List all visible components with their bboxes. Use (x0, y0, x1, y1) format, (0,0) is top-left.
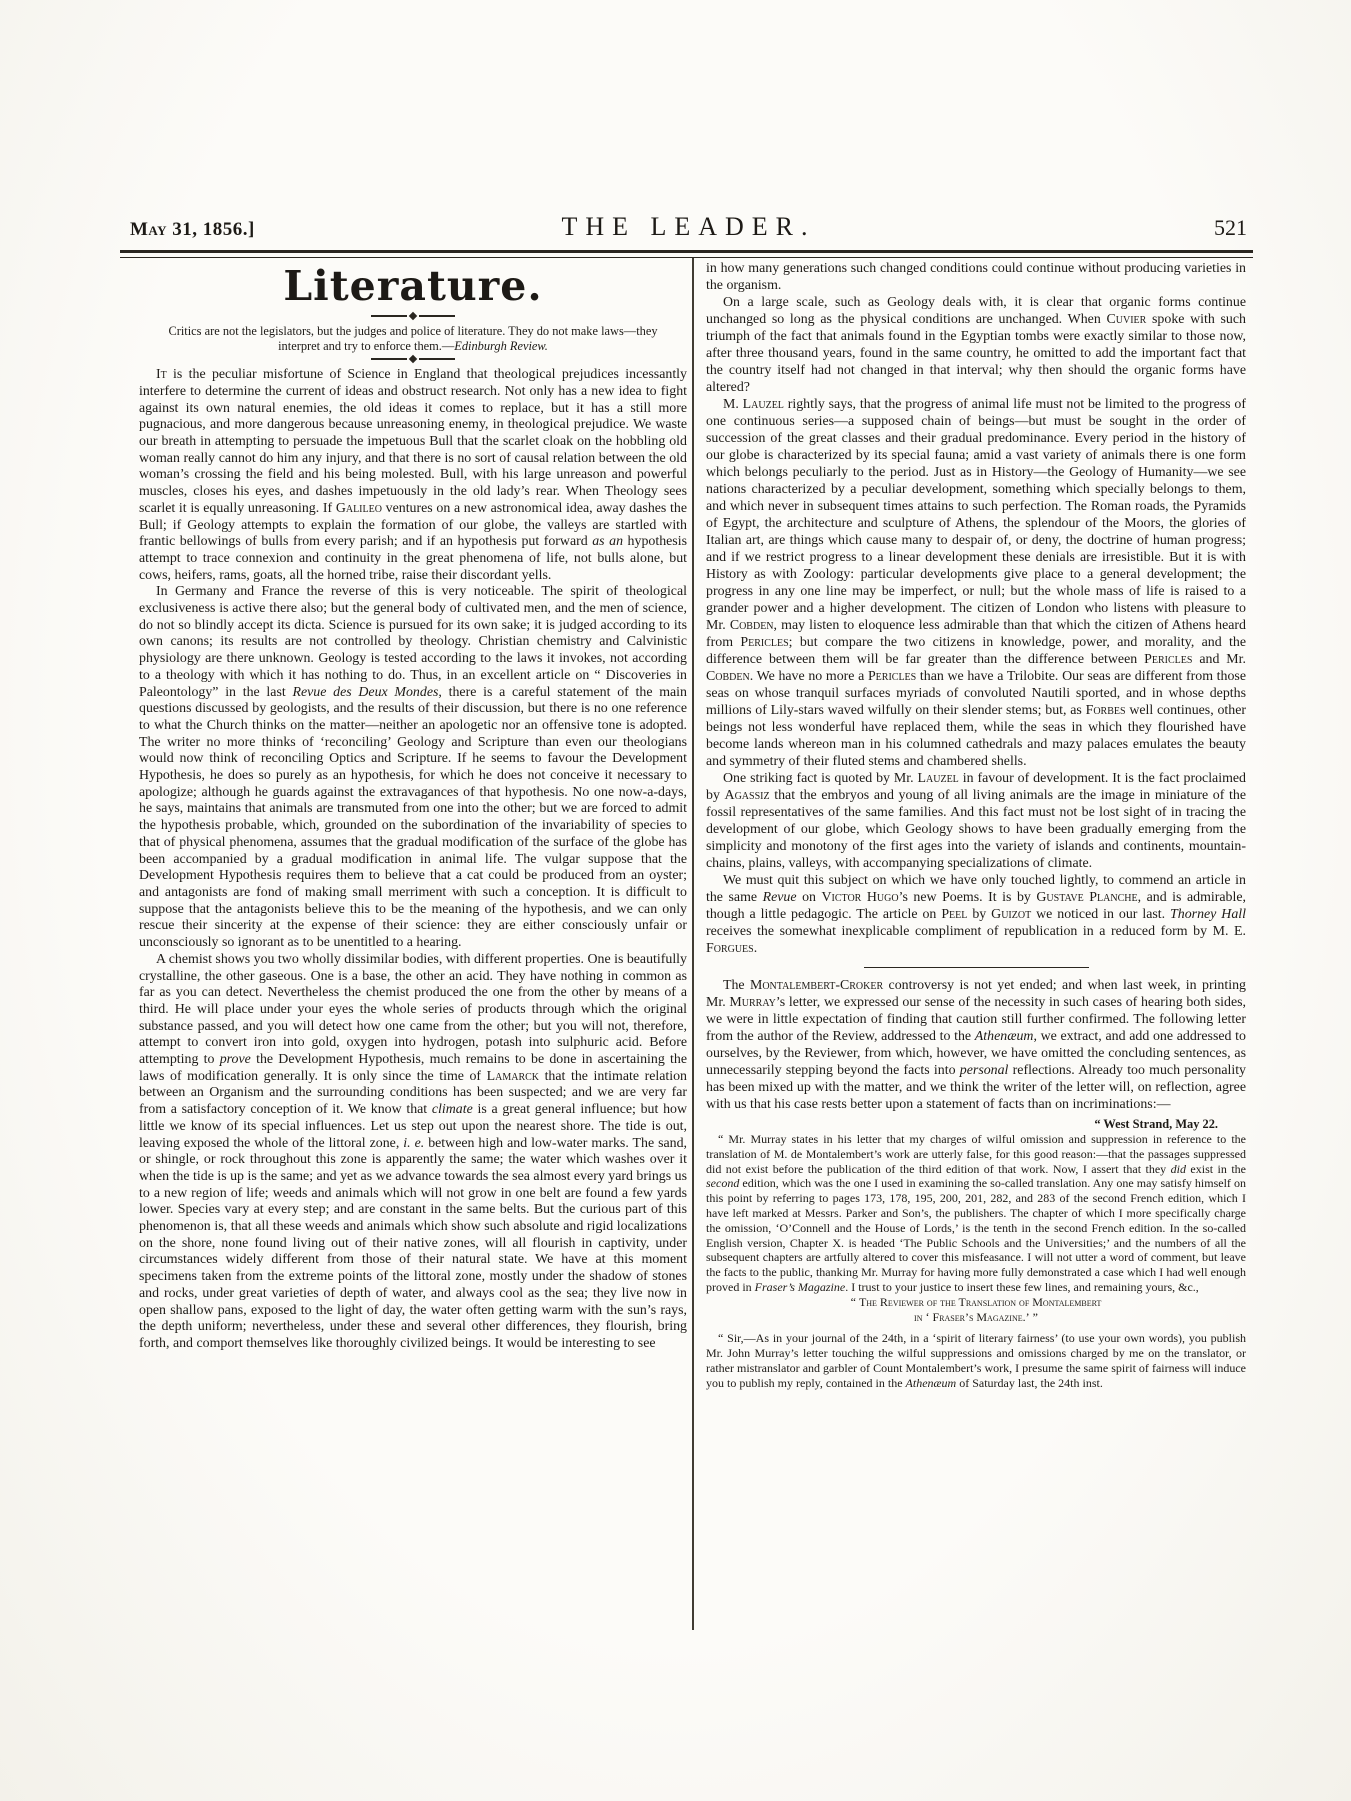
ornament-rule-bottom (139, 356, 687, 362)
article-paragraph: On a large scale, such as Geology deals with, it is clear that organic forms continue unchanged so long as the physical conditions are unchanged. When Cuvier spoke with such triumph of the fact that animals found in the Egyptian tombs were exactly similar to those now, after three thousand years, found in the same country, he omitted to add the important fact that the country itself had not changed in that interval; why then should the organic forms have altered? (706, 295, 1246, 395)
section-divider-rule (864, 967, 1089, 968)
column-divider (692, 258, 694, 1630)
right-column (706, 260, 1246, 1391)
letter-dateline: “ West Strand, May 22. (1094, 1117, 1218, 1131)
second-letter: “ Sir,—As in your journal of the 24th, in a ‘spirit of literary fairness’ (to use your own words), you publish Mr. John Murray’s letter touching the wilful suppressions and omissions charged by me on the translator, or rather mistranslator and garbler of Count Montalembert’s work, I presume the same spirit of fairness will induce you to publish my reply, contained in the Athenæum of Saturday last, the 24th inst. (706, 1331, 1246, 1390)
continuation-paragraph: in how many generations such changed conditions could continue without producing varieties in the organism. (706, 261, 1246, 293)
header-rule (120, 250, 1253, 258)
epigraph: Critics are not the legislators, but the judges and police of literature. They do not make laws—they interpret and try to enforce them.—Edinburgh Review. (168, 324, 658, 353)
letter-body: “ Mr. Murray states in his letter that my charges of wilful omission and suppression in reference to the translation of M. de Montalembert’s work are utterly false, for this good reason:—that the passages suppressed did not exist before the publication of the third edition of that work. Now, I assert that they did exist in the second edition, which was the one I used in examining the so-called translation. Any one may satisfy himself on this point by referring to pages 173, 178, 195, 200, 201, 282, and 283 of the second French edition, which I have left marked at Messrs. Parker and Son’s, the publishers. The chapter of which I more specifically charge the omission, ‘O’Connell and the House of Lords,’ is the tenth in the second French edition. In the so-called English version, Chapter X. is headed ‘The Public Schools and the Universities;’ and the numbers of all the subsequent chapters are artfully altered to cover this misfeasance. I will not utter a word of comment, but leave the facts to the public, thanking Mr. Murray for having more fully demonstrated a case which I had well enough proved in Fraser’s Magazine. I trust to your justice to insert these few lines, and remaining yours, &c., (706, 1132, 1246, 1294)
article-paragraph: One striking fact is quoted by Mr. Lauzel in favour of development. It is the fact proclaimed by Agassiz that the embryos and young of all living animals are the image in miniature of the fossil representatives of the same families. And this fact must not be lost sight of in tracing the development of our globe, which Geology shows to have been gradually emerging from the simplicity and monotony of the first ages into the variety of islands and continents, mountain-chains, plains, valleys, with accompanying specializations of climate. (706, 771, 1246, 871)
page-number: 521 (1213, 215, 1247, 240)
left-column (139, 262, 687, 1353)
diamond-ornament (409, 312, 417, 320)
section-heading-literature: Literature. (283, 262, 543, 310)
diamond-ornament (409, 355, 417, 363)
article-paragraph: We must quit this subject on which we have only touched lightly, to commend an article in the same Revue on Victor Hugo’s new Poems. It is by Gustave Planche, and is admirable, though a little pedagogic. The article on Peel by Guizot we noticed in our last. Thorney Hall receives the somewhat inexplicable compliment of republication in a reduced form by M. E. Forgues. (706, 873, 1246, 956)
article-paragraph: M. Lauzel rightly says, that the progress of animal life must not be limited to the progress of one continuous series—a supposed chain of beings—but must be sought in the order of succession of the great classes and their gradual predominance. Every period in the history of our globe is characterized by its special fauna; amid a vast variety of animals there is one form which belongs peculiarly to the period. Just as in History—the Geology of Humanity—we see nations characterized by a peculiar development, something which specially belongs to them, and which never in subsequent times attains to such perfection. The Roman roads, the Pyramids of Egypt, the architecture and sculpture of Athens, the splendour of the Moors, the glories of Italian art, are things which cause many to despair of, or deny, the doctrine of human progress; and if we restrict progress to a linear development these denials are irresistible. But it is with History as with Zoology: particular developments give place to a general development; the progress in any one line may be imperfect, or null; but the whole mass of life is raised to a grander power and a higher development. The citizen of London who listens with pleasure to Mr. Cobden, may listen to eloquence less admirable than that which the citizen of Athens heard from Pericles; but compare the two citizens in knowledge, power, and morality, and the difference between them will be far greater than the difference between Pericles and Mr. Cobden. We have no more a Pericles than we have a Trilobite. Our seas are different from those seas on whose tranquil surfaces myriads of convoluted Nautili sported, and in whose depths millions of Lily-stars waved wilfully on their slender stems; but, as Forbes well continues, other beings not less wonderful have replaced them, while the seas in which they flourished have become lands whereon man in his columned cathedrals and mazy palaces emulates the beauty and symmetry of their fluted stems and chambered shells. (706, 397, 1247, 769)
quoted-letter (706, 1117, 1246, 1324)
masthead-title: THE LEADER. (561, 212, 816, 241)
ornament-rule-top (139, 313, 687, 319)
issue-date: May 31, 1856.] (130, 219, 255, 240)
article-paragraph: The Montalembert-Croker controversy is not yet ended; and when last week, in printing Mr. Murray’s letter, we expressed our sense of the necessity in such cases of hearing both sides, we were in little expectation of finding that caution still further confirmed. The following letter from the author of the Review, addressed to the Athenæum, we extract, and add one addressed to ourselves, by the Reviewer, from which, however, we have omitted the concluding sentences, as unnecessarily stepping beyond the facts into personal reflections. Already too much personality has been mixed up with the matter, and we think the writer of the letter will, on reflection, agree with us that his case rests better upon a statement of facts than on incriminations:— (706, 978, 1247, 1112)
article-paragraph: In Germany and France the reverse of this is very noticeable. The spirit of theological exclusiveness is active there also; but the general body of cultivated men, and the men of science, do not so blindly accept its dicta. Science is pursued for its own sake; it is judged according to its own canons; its results are not controlled by theology. Christian chemistry and Calvinistic physiology are there unknown. Geology is tested according to the laws it invokes, not according to a theology with which it has nothing to do. Thus, in an excellent article on “ Discoveries in Paleontology” in the last Revue des Deux Mondes, there is a careful statement of the main questions discussed by geologists, and the results of their discussion, but there is no one reference to what the Church thinks on the matter—neither an apologetic nor an offensive tone is adopted. The writer no more thinks of ‘reconciling’ Geology and Scripture than even our theologians would now think of reconciling Optics and Scripture. If he seems to favour the Development Hypothesis, he does so purely as an hypothesis, for which he does not conceive it necessary to apologize; although he guards against the extravagances of that hypothesis. No one now-a-days, he says, maintains that animals are transmuted from one into the other; but we are forced to admit the hypothesis probable, which, grounded on the subordination of the invariability of species to that of physical phenomena, assumes that the gradual modification of the surface of the globe has been accompanied by a gradual modification in animal life. The vulgar suppose that the Development Hypothesis requires them to believe that a cat could be produced from an oyster; and antagonists are fond of making small merriment with such a conception. It is difficult to suppose that the antagonists believe this to be the meaning of the hypothesis, and we can only rescue their sincerity at the expense of their science: they are either consciously unfair or unconsciously so ignorant as to be unentitled to a hearing. (139, 584, 687, 951)
article-paragraph: It is the peculiar misfortune of Science in England that theological prejudices incessantly interfere to determine the current of ideas and obstruct research. Not only has a new idea to fight against its own natural enemies, the old ideas it comes to replace, but it has a still more pugnacious, and more dangerous because unreasoning enemy, in theological prejudice. We waste our breath in attempting to persuade the impetuous Bull that the scarlet cloak on the hobbling old woman really cannot do him any injury, and that there is no sort of causal relation between the old woman’s crossing the field and his being molested. Bull, with his large unreason and powerful muscles, closes his eyes, and dashes impetuously in the old lady’s rear. When Theology sees scarlet it is equally unreasoning. If Galileo ventures on a new astronomical idea, away dashes the Bull; if Geology attempts to explain the formation of our globe, the valleys are startled with frantic bellowings of bulls from every parish; and if an hypothesis put forward as an hypothesis attempt to trace connexion and continuity in the great phenomena of life, not bulls alone, but cows, heifers, rams, goats, all the horned tribe, raise their discordant yells. (139, 367, 687, 583)
page-header (130, 212, 1247, 242)
letter-signature-line1: “ The Reviewer of the Translation of Montalembert (850, 1294, 1102, 1309)
article-paragraph: A chemist shows you two wholly dissimilar bodies, with different properties. One is beautifully crystalline, the other gaseous. One is a base, the other an acid. They have nothing in common as far as you can detect. Nevertheless the chemist produced the one from the other by means of a third. He will place under your eyes the whole series of products through which the original substance passed, and you will detect how one came from the other; but you will not, therefore, attempt to convert iron into gold, oxygen into hydrogen, potash into sulphuric acid. Before attempting to prove the Development Hypothesis, much remains to be done in ascertaining the laws of modification generally. It is only since the time of Lamarck that the intimate relation between an Organism and the surrounding conditions has been suspected; and we are very far from a satisfactory conception of it. We know that climate is a great general influence; but how little we know of its special influences. Let us step out upon the nearest shore. The tide is out, leaving exposed the whole of the littoral zone, i. e. between high and low-water marks. The sand, or shingle, or rock throughout this zone is apparently the same; the water which washes over it when the tide is up is the same; and yet as we advance towards the sea almost every yard brings us to a new region of life; weeds and animals which will not grow in one belt are found a few yards lower. Species vary at every step; and are constant in the same belts. But the curious part of this phenomenon is, that all these weeds and animals which show such absolute and rigid localizations on the shore, none found living out of their native zones, will all flourish in captivity, under circumstances widely different from those of their natural state. We have at this moment specimens taken from the extreme points of the littoral zone, mostly under the shadow of stones and rocks, under great varieties of depth of water, and always cool as the sea; they live now in open shallow pans, exposed to the light of day, the water often getting warm with the sun’s rays, the depth uniform; nevertheless, under these and several other differences, they flourish, bring forth, and comport themselves like thoroughly civilized beings. It would be interesting to see (139, 951, 688, 1351)
letter-signature-line2: in ‘ Fraser’s Magazine.’ ” (914, 1309, 1038, 1324)
